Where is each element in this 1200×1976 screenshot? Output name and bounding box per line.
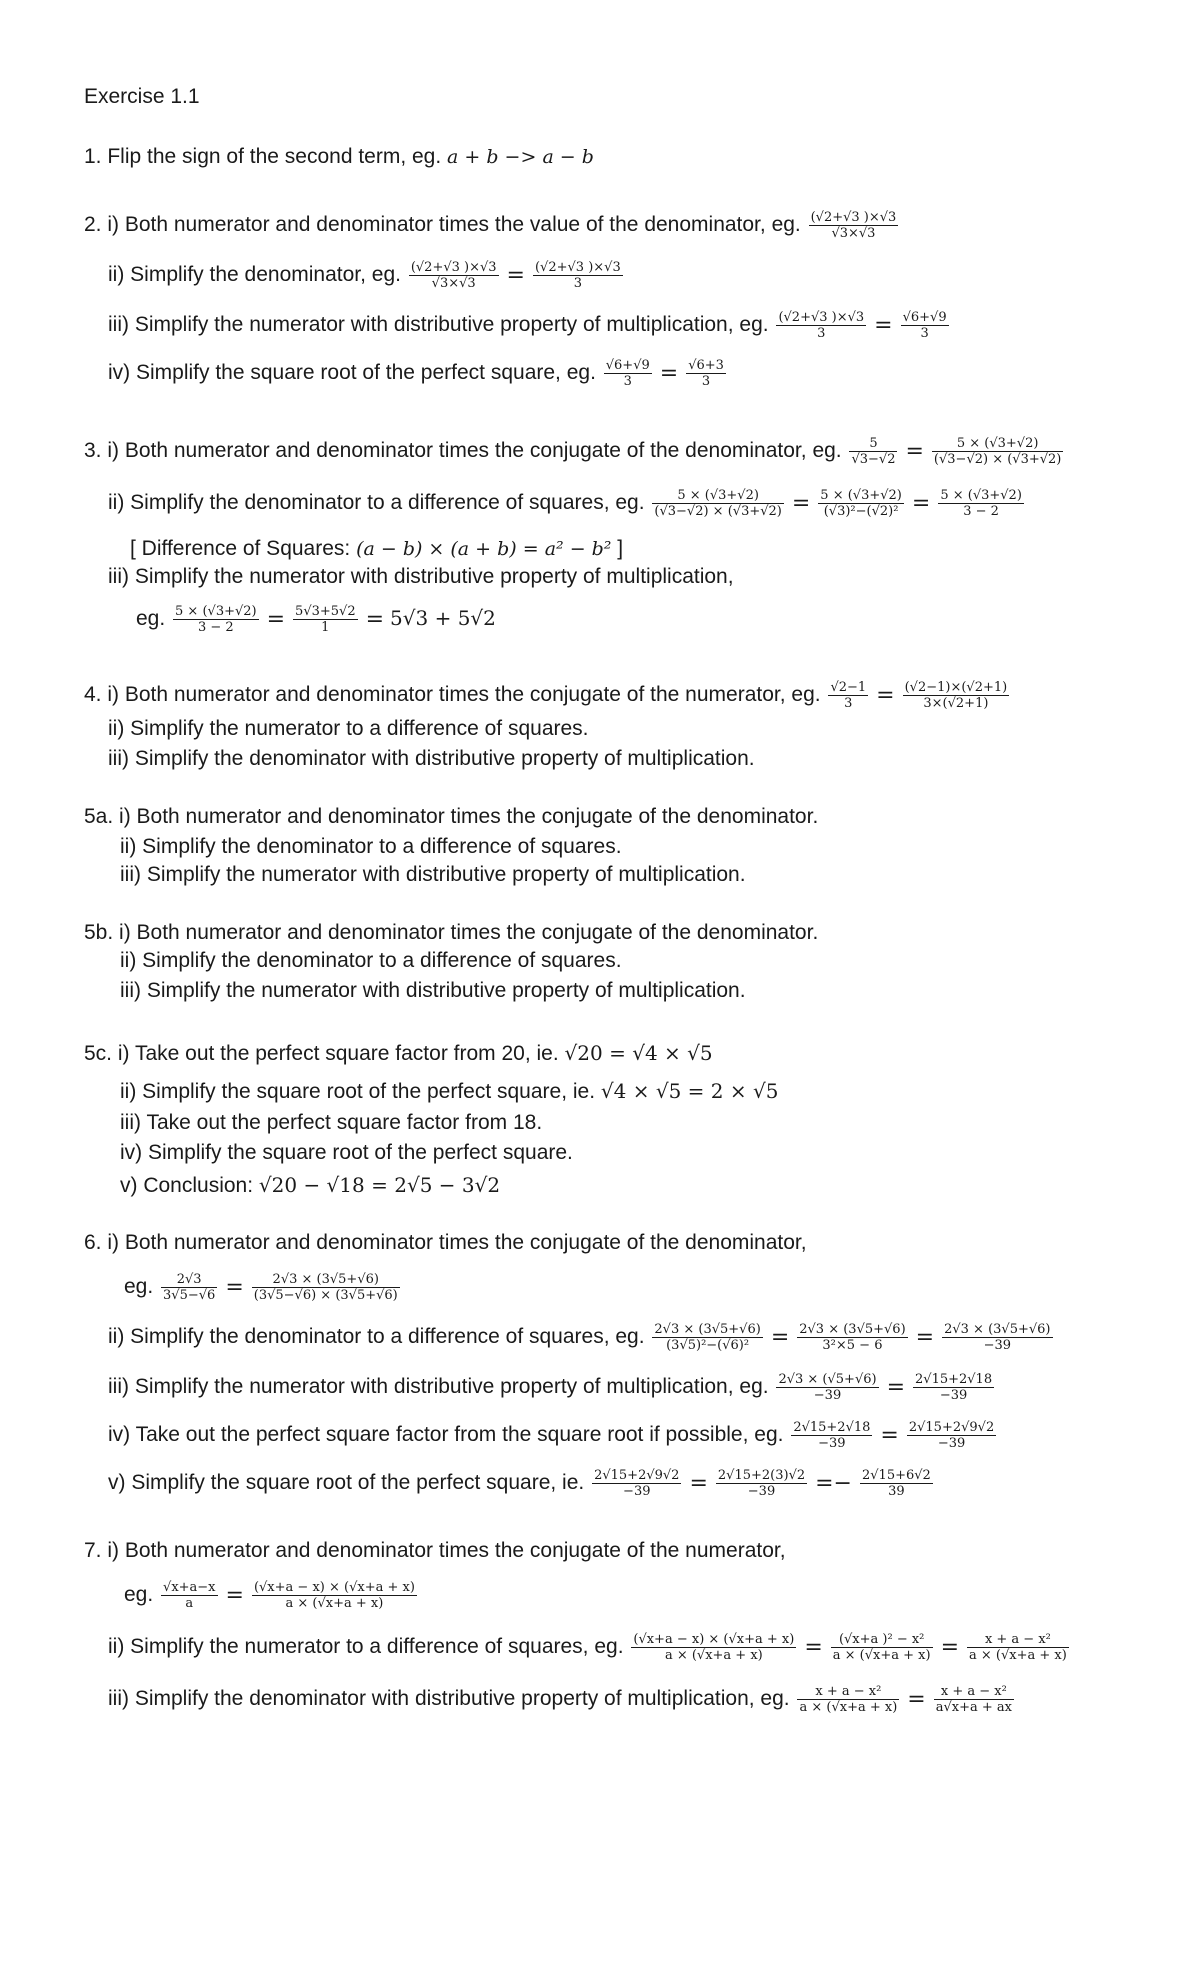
fraction [652, 488, 783, 519]
fraction-denominator: (√3−√2) × (√3+√2) [654, 504, 782, 519]
fraction-numerator: x + a − x² [934, 1684, 1014, 1700]
equals-sign: = [880, 1422, 899, 1448]
fraction-numerator: 2√15+6√2 [862, 1468, 931, 1483]
fraction [797, 1322, 907, 1353]
q6-v-line: v) Simplify the square root of the perfect square, ie. $\frac{2√15+2√9√2}{-39}$ = $\frac{2√15+2(3)√2}{-39}$ =− $\frac{2√15+6√2}{39}$ [108, 1468, 931, 1499]
fraction-numerator: 5 × (√3+√2) [932, 436, 1063, 452]
fraction [533, 260, 623, 291]
q5c-iv-line: iv) Simplify the square root of the perfect square. [120, 1141, 573, 1164]
fraction-denominator: √3×√3 [431, 276, 476, 291]
fraction-denominator: 3 [817, 326, 826, 341]
equals-sign: = [225, 1274, 244, 1300]
fraction-denominator: −39 [747, 1484, 776, 1499]
q2-i-line: 2. i) Both numerator and denominator times the value of the denominator, eg. $\frac{(√2+√3 )\times√3}{√3\times√3}$ [84, 210, 897, 241]
fraction-numerator: 2√3 × (3√5+√6) [799, 1322, 906, 1337]
equals-sign: = [266, 606, 286, 632]
q4-ii-line: ii) Simplify the numerator to a difference of squares. [108, 717, 589, 740]
q7-iii-line: iii) Simplify the denominator with distributive property of multiplication, eg. $\frac{\text{x + a − x²}}{a \times (√x+a + x)}$ = $\frac{\text{x + a − x²}}{a√x+a + ax}$ [108, 1684, 1012, 1715]
fraction [631, 1632, 796, 1663]
fraction-denominator: (√3)²−(√2)² [823, 504, 899, 519]
fraction [797, 1684, 899, 1715]
q6-iii-line: iii) Simplify the numerator with distributive property of multiplication, eg. $\frac{2√3 \times (√5+√6)}{-39}$ = $\frac{2√15+2√18}{-39}$ [108, 1372, 993, 1403]
fraction-denominator: a × (√x+a + x) [664, 1648, 763, 1663]
fraction-numerator: √6+3 [688, 358, 724, 373]
q4-iii-line: iii) Simplify the denominator with distributive property of multiplication. [108, 747, 755, 770]
fraction-denominator: −39 [983, 1338, 1012, 1353]
fraction [776, 1372, 878, 1403]
fraction-denominator: a [185, 1596, 194, 1611]
q5b-ii-line: ii) Simplify the denominator to a difference of squares. [120, 949, 622, 972]
fraction [831, 1632, 933, 1663]
fraction-denominator: 3√5−√6 [163, 1288, 216, 1303]
fraction-numerator: 2√3 [161, 1272, 217, 1288]
fraction [409, 260, 499, 291]
fraction-denominator: 3²×5 − 6 [822, 1338, 883, 1353]
fraction-denominator: a × (√x+a + x) [285, 1596, 384, 1611]
fraction [252, 1272, 400, 1303]
fraction [809, 210, 899, 241]
q2-ii-line: ii) Simplify the denominator, eg. $\frac{(√2+√3 )\times√3}{√3\times√3}$ = $\frac{(√2+√3 )\times√3}{3}$ [108, 260, 621, 291]
fraction-numerator: 2√15+2√18 [793, 1420, 871, 1435]
equals-sign: = [915, 1324, 935, 1350]
fraction [592, 1468, 681, 1499]
q3-dos-line: [ Difference of Squares: (a − b) × (a + b) = a² − b² ] [130, 537, 624, 560]
fraction-numerator: 2√3 × (3√5+√6) [944, 1322, 1051, 1337]
fraction-denominator: a × (√x+a + x) [832, 1648, 931, 1663]
q3-iii-eg-line: eg. $\frac{5 \times (√3+√2)}{3 - 2}$ = $\frac{5√3+5√2}{1}$ = 5√3 + 5√2 [136, 604, 496, 635]
fraction-numerator: 2√3 × (√5+√6) [778, 1372, 877, 1387]
q3-ii-line: ii) Simplify the denominator to a difference of squares, eg. $\frac{5 \times (√3+√2)}{(√3-√2) \times (√3+√2)}$ = $\frac{5 \times (√3+√2)}{\text{(√3)²−(√2)²}}$ = $\frac{5 \times (√3+√2)}{3 - 2}$ [108, 488, 1022, 519]
q7-ii-line: ii) Simplify the numerator to a difference of squares, eg. $\frac{(√x+a - x) \times (√x+a + x)}{a \times (√x+a + x)}$ = $\frac{\text{(√x+a )² − x²}}{a \times (√x+a + x)}$ = $\frac{\text{x + a − x²}}{a \times (√x+a + x)}$ [108, 1632, 1067, 1663]
q5c-i-line: 5c. i) Take out the perfect square factor from 20, ie. √20 = √4 × √5 [84, 1041, 713, 1065]
fraction-numerator: x + a − x² [797, 1684, 899, 1700]
q2-iii-line: iii) Simplify the numerator with distributive property of multiplication, eg. $\frac{(√2+√3 )\times√3}{3}$ = $\frac{√6+√9}{3}$ [108, 310, 947, 341]
fraction-denominator: √3×√3 [831, 226, 876, 241]
q6-i-eg-line: eg. $\frac{2√3}{3√5-√6}$ = $\frac{2√3 \times (3√5+√6)}{(3√5-√6) \times (3√5+√6)}$ [124, 1272, 398, 1303]
fraction-denominator: 3 − 2 [963, 504, 999, 519]
equals-sign: = [907, 1686, 926, 1712]
fraction [907, 1420, 996, 1451]
fraction [860, 1468, 933, 1499]
fraction-numerator: (√2+√3 )×√3 [410, 260, 497, 275]
q5a-i-line: 5a. i) Both numerator and denominator times the conjugate of the denominator. [84, 805, 819, 828]
exercise-title: Exercise 1.1 [84, 85, 200, 108]
equals-sign: = [365, 606, 385, 632]
equals-sign: = [874, 312, 893, 338]
fraction-numerator: 5 × (√3+√2) [652, 488, 783, 504]
equals-sign: = [940, 1634, 960, 1660]
fraction-denominator: −39 [818, 1436, 846, 1451]
fraction-numerator: √x+a−x [163, 1580, 216, 1595]
fraction [652, 1322, 762, 1353]
fraction-numerator: 5 × (√3+√2) [820, 488, 902, 503]
fraction [716, 1468, 807, 1499]
q7-i-line: 7. i) Both numerator and denominator times the conjugate of the numerator, [84, 1539, 786, 1562]
equals-sign: = [886, 1374, 906, 1400]
fraction-numerator: (√2+√3 )×√3 [810, 210, 897, 225]
q5c-iii-line: iii) Take out the perfect square factor from 18. [120, 1111, 543, 1134]
equals-sign: = [905, 438, 924, 464]
fraction-denominator: (3√5)²−(√6)² [666, 1338, 750, 1353]
q7-i-eg-line: eg. $\frac{√x+a-x}{a}$ = $\frac{(√x+a - x) \times (√x+a + x)}{a \times (√x+a + x)}$ [124, 1580, 415, 1611]
equals-sign: = [689, 1470, 708, 1496]
fraction [901, 310, 949, 341]
q5a-iii-line: iii) Simplify the numerator with distributive property of multiplication. [120, 863, 746, 886]
equals-sign: = [791, 490, 811, 516]
equals-sign: = [804, 1634, 823, 1660]
q1-line: 1. Flip the sign of the second term, eg. a + b −> a − b [84, 145, 594, 168]
equals-sign: = [506, 262, 525, 288]
fraction-numerator: 5√3+5√2 [295, 604, 356, 619]
fraction [828, 680, 868, 711]
fraction-denominator: 3 [920, 326, 929, 341]
fraction-numerator: 2√15+2(3)√2 [717, 1468, 806, 1483]
q5a-ii-line: ii) Simplify the denominator to a difference of squares. [120, 835, 622, 858]
q2-iv-line: iv) Simplify the square root of the perfect square, eg. $\frac{√6+√9}{3}$ = $\frac{√6+3}{3}$ [108, 358, 724, 389]
fraction-numerator: 2√15+2√18 [915, 1372, 993, 1387]
q6-ii-line: ii) Simplify the denominator to a difference of squares, eg. $\frac{2√3 \times (3√5+√6)}{\text{(3√5)²−(√6)²}}$ = $\frac{2√3 \times (3√5+√6)}{\text{3²×5 − 6}}$ = $\frac{2√3 \times (3√5+√6)}{-39}$ [108, 1322, 1051, 1353]
fraction-denominator: a√x+a + ax [935, 1700, 1012, 1715]
fraction-denominator: 39 [888, 1484, 905, 1499]
fraction [903, 680, 1010, 711]
fraction [604, 358, 652, 389]
fraction-numerator: 2√15+2√9√2 [908, 1420, 995, 1435]
fraction-denominator: −39 [623, 1484, 651, 1499]
fraction-numerator: 2√15+2√9√2 [594, 1468, 680, 1483]
q4-i-line: 4. i) Both numerator and denominator times the conjugate of the numerator, eg. $\frac{√2-1}{3}$ = $\frac{(√2-1)\times(√2+1)}{3\times(√2+1)}$ [84, 680, 1008, 711]
q5c-v-line: v) Conclusion: √20 − √18 = 2√5 − 3√2 [120, 1173, 501, 1197]
equals-sign: = [876, 682, 895, 708]
fraction-numerator: (√2−1)×(√2+1) [904, 680, 1008, 695]
fraction [938, 488, 1024, 519]
fraction-denominator: 3 [573, 276, 582, 291]
q6-iv-line: iv) Take out the perfect square factor from the square root if possible, eg. $\frac{2√15+2√18}{-39}$ = $\frac{2√15+2√9√2}{-39}$ [108, 1420, 995, 1451]
fraction-numerator: (√2+√3 )×√3 [534, 260, 621, 275]
fraction-denominator: √3−√2 [851, 452, 896, 467]
fraction-numerator: 5 × (√3+√2) [940, 488, 1022, 503]
fraction [913, 1372, 994, 1403]
equals-sign: = [659, 360, 679, 386]
equals-sign: = [770, 1324, 790, 1350]
fraction [942, 1322, 1052, 1353]
q3-iii-line: iii) Simplify the numerator with distributive property of multiplication, [108, 565, 734, 588]
fraction-denominator: (√3−√2) × (√3+√2) [933, 452, 1062, 467]
fraction-numerator: 5 [849, 436, 897, 452]
fraction [161, 1580, 217, 1611]
fraction [932, 436, 1063, 467]
equals-sign: =− [815, 1470, 852, 1496]
equals-sign: = [225, 1582, 244, 1608]
fraction-numerator: (√x+a − x) × (√x+a + x) [253, 1580, 415, 1595]
fraction-denominator: (3√5−√6) × (3√5+√6) [253, 1288, 398, 1303]
fraction [686, 358, 726, 389]
equals-sign: = [911, 490, 931, 516]
fraction-numerator: (√2+√3 )×√3 [778, 310, 865, 325]
fraction-denominator: 1 [321, 620, 330, 635]
fraction [849, 436, 897, 467]
q6-i-line: 6. i) Both numerator and denominator times the conjugate of the denominator, [84, 1231, 807, 1254]
fraction-denominator: a × (√x+a + x) [969, 1648, 1067, 1663]
fraction [791, 1420, 872, 1451]
fraction-denominator: −39 [937, 1436, 966, 1451]
q5b-iii-line: iii) Simplify the numerator with distributive property of multiplication. [120, 979, 746, 1002]
fraction-numerator: √6+√9 [902, 310, 947, 325]
fraction-denominator: 3 [623, 374, 632, 389]
fraction-numerator: (√x+a − x) × (√x+a + x) [633, 1632, 795, 1647]
fraction [818, 488, 904, 519]
fraction [934, 1684, 1014, 1715]
fraction-numerator: √2−1 [830, 680, 867, 695]
q5c-ii-line: ii) Simplify the square root of the perfect square, ie. √4 × √5 = 2 × √5 [120, 1079, 779, 1103]
fraction-numerator: (√x+a )² − x² [831, 1632, 933, 1648]
fraction-denominator: 3×(√2+1) [923, 696, 989, 711]
fraction [173, 604, 259, 635]
q3-i-line: 3. i) Both numerator and denominator times the conjugate of the denominator, eg. $\frac{5}{√3-√2}$ = $\frac{5 \times (√3+√2)}{(√3-√2) \times (√3+√2)}$ [84, 436, 1062, 467]
fraction-numerator: 2√3 × (3√5+√6) [654, 1322, 761, 1337]
fraction [293, 604, 358, 635]
fraction-denominator: −39 [939, 1388, 968, 1403]
fraction [252, 1580, 417, 1611]
q5b-i-line: 5b. i) Both numerator and denominator times the conjugate of the denominator. [84, 921, 819, 944]
fraction-numerator: 2√3 × (3√5+√6) [252, 1272, 400, 1288]
fraction-denominator: −39 [813, 1388, 842, 1403]
fraction-denominator: 3 − 2 [197, 620, 234, 635]
fraction-denominator: 3 [844, 696, 853, 711]
fraction [776, 310, 866, 341]
fraction [161, 1272, 217, 1303]
fraction-denominator: a × (√x+a + x) [799, 1700, 898, 1715]
fraction-numerator: 5 × (√3+√2) [175, 604, 257, 619]
fraction-numerator: √6+√9 [605, 358, 650, 373]
fraction [967, 1632, 1069, 1663]
fraction-numerator: x + a − x² [967, 1632, 1069, 1648]
fraction-denominator: 3 [701, 374, 711, 389]
